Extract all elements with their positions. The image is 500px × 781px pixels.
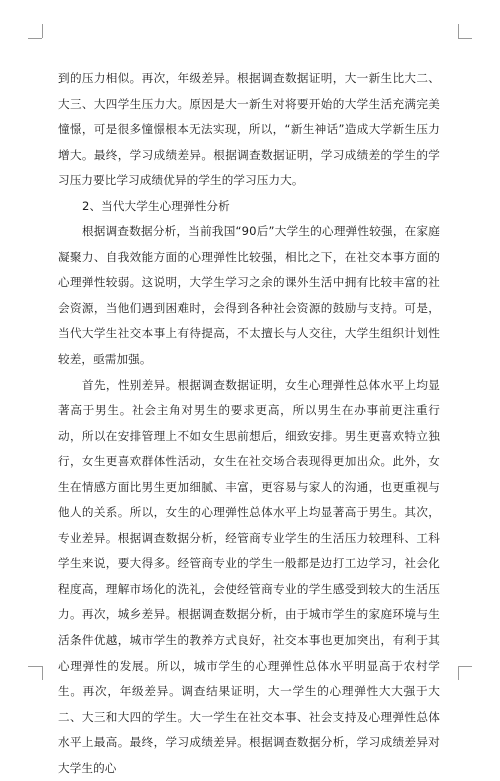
crop-mark-top-right-horizontal — [458, 38, 472, 39]
crop-mark-top-left-vertical — [42, 24, 43, 38]
crop-mark-bottom-left-vertical — [42, 666, 43, 680]
crop-mark-bottom-right-horizontal — [458, 666, 472, 667]
crop-mark-top-left-horizontal — [28, 38, 42, 39]
section-heading: 2、当代大学生心理弹性分析 — [82, 198, 230, 213]
document-body — [58, 66, 440, 781]
paragraph-resilience-differences: 首先，性别差异。根据调查数据证明，女生心理弹性总体水平上均显著高于男生。社会主角对男生的要求更高，所以男生在办事前更注重行动，所以在安排管理上不如女生思前想后，细致安排。男生更喜欢特立独行，女生更喜欢群体性活动，女生在社交场合表现得更加出众。此外，女生在情感方面比男生更加细腻、丰富，更容易与家人的沟通，也更重视与他人的关系。所以，女生的心理弹性总体水平上均显著高于男生。其次，专业差异。根据调查数据分析，经管商专业学生的生活压力较理科、工科学生来说，要大得多。经管商专业的学生一般都是边打工边学习，社会化程度高，理解市场化的洗礼，会使经管商专业的学生感受到较大的生活压力。再次，城乡差异。根据调查数据分析，由于城市学生的家庭环境与生活条件优越，城市学生的教养方式良好，社交本事也更加突出，有利于其心理弹性的发展。所以，城市学生的心理弹性总体水平明显高于农村学生。再次，年级差异。调查结果证明，大一学生的心理弹性大大强于大二、大三和大四的学生。大一学生在社交本事、社会支持及心理弹性总体水平上最高。最终，学习成绩差异。根据调查数据分析，学习成绩差异对大学生的心 — [58, 377, 440, 775]
crop-mark-bottom-right-vertical — [458, 666, 459, 680]
paragraph-resilience-overview: 根据调查数据分析，当前我国“90后”大学生的心理弹性较强，在家庭凝聚力、自我效能方面的心理弹性比较强，相比之下，在社交本事方面的心理弹性较弱。这说明，大学生学习之余的课外生活中拥有比较丰富的社会资源，当他们遇到困难时，会得到各种社会资源的鼓励与支持。可是，当代大学生社交本事上有待提高，不太擅长与人交往，大学生组织计划性较差，亟需加强。 — [58, 224, 440, 367]
paragraph-intro-continued: 到的压力相似。再次，年级差异。根据调查数据证明，大一新生比大二、大三、大四学生压力大。原因是大一新生对将要开始的大学生活充满完美憧憬，可是很多憧憬根本无法实现，所以，“新生神话”造成大学新生压力增大。最终，学习成绩差异。根据调查数据证明，学习成绩差的学生的学习压力要比学习成绩优异的学生的学习压力大。 — [58, 71, 440, 188]
crop-mark-top-right-vertical — [458, 24, 459, 38]
crop-mark-bottom-left-horizontal — [28, 666, 42, 667]
